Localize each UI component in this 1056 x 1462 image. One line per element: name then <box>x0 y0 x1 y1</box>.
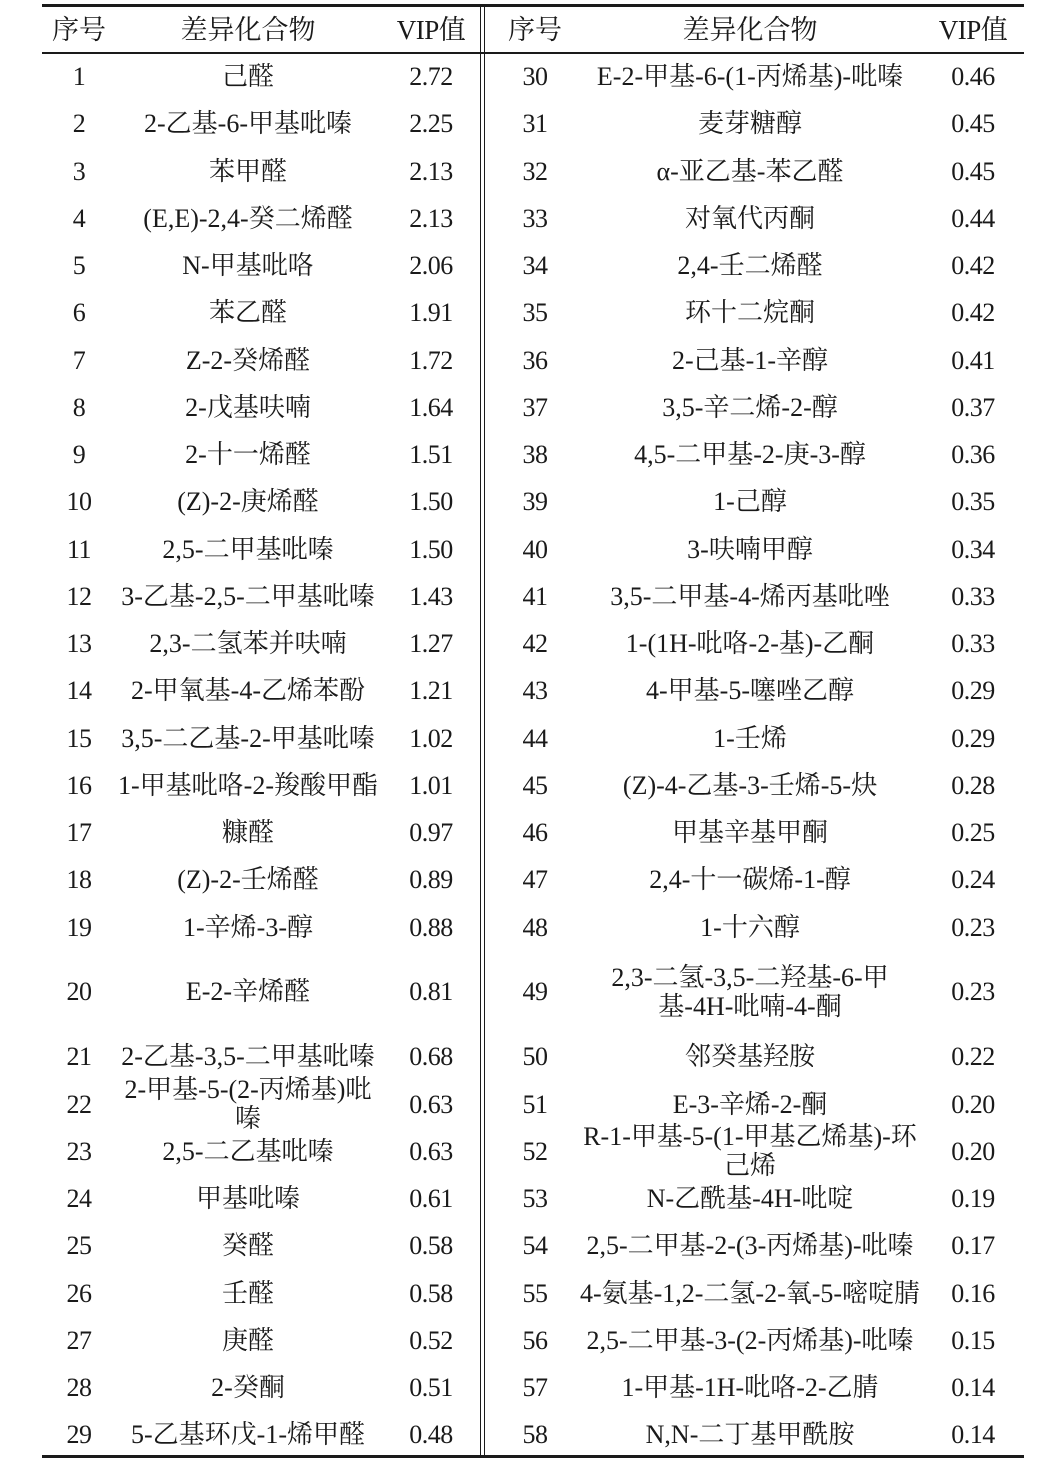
row-number: 33 <box>522 203 548 233</box>
row-number: 42 <box>522 629 548 659</box>
compound-name: 2,4-壬二烯醛 <box>677 251 823 281</box>
vip-value: 0.25 <box>951 818 995 848</box>
table-row <box>492 904 1024 951</box>
table-row <box>492 1175 1024 1222</box>
table-row <box>42 1033 482 1080</box>
row-number: 25 <box>66 1231 92 1261</box>
row-number: 48 <box>522 912 548 942</box>
table-row <box>492 809 1024 856</box>
compound-name: N-甲基吡咯 <box>182 251 314 281</box>
table-row <box>492 620 1024 667</box>
compound-name: 3-呋喃甲醇 <box>687 534 813 564</box>
vip-value: 0.23 <box>951 912 995 942</box>
row-number: 18 <box>66 865 92 895</box>
row-number: 37 <box>522 392 548 422</box>
compound-name: 1-十六醇 <box>700 912 800 942</box>
compound-name: 2,3-二氢苯并呋喃 <box>149 629 347 659</box>
table-row <box>492 100 1024 147</box>
row-number: 24 <box>66 1184 92 1214</box>
compound-name: 4-氨基-1,2-二氢-2-氧-5-嘧啶腈 <box>579 1278 921 1308</box>
vip-value: 0.48 <box>409 1420 453 1450</box>
table-row <box>42 53 482 100</box>
row-number: 15 <box>66 723 92 753</box>
row-number: 56 <box>522 1325 548 1355</box>
table-row <box>42 1075 482 1134</box>
row-number: 27 <box>66 1325 92 1355</box>
row-number: 2 <box>72 109 86 139</box>
row-number: 45 <box>522 770 548 800</box>
table-row <box>42 242 482 289</box>
table-row <box>492 431 1024 478</box>
table-row <box>42 526 482 573</box>
compound-name: 癸醛 <box>221 1231 274 1261</box>
row-number: 30 <box>522 62 548 92</box>
row-number: 57 <box>522 1373 548 1403</box>
compound-name: R-1-甲基-5-(1-甲基乙烯基)-环己烯 <box>583 1122 917 1181</box>
compound-name: 1-甲基-1H-吡咯-2-乙腈 <box>621 1373 879 1403</box>
row-number: 36 <box>522 345 548 375</box>
vip-value: 0.15 <box>951 1325 995 1355</box>
compound-name: (E,E)-2,4-癸二烯醛 <box>143 203 353 233</box>
table-row <box>492 384 1024 431</box>
table-row <box>492 1122 1024 1181</box>
table-row <box>492 1411 1024 1458</box>
compound-name: 2-己基-1-辛醇 <box>672 345 828 375</box>
vip-value: 0.19 <box>951 1184 995 1214</box>
row-number: 26 <box>66 1278 92 1308</box>
compound-name: 4,5-二甲基-2-庚-3-醇 <box>634 440 866 470</box>
vip-value: 1.72 <box>409 345 453 375</box>
row-number: 38 <box>522 440 548 470</box>
compound-name: 2-十一烯醛 <box>185 440 311 470</box>
table-row <box>492 289 1024 336</box>
compound-name: 3,5-二甲基-4-烯丙基吡唑 <box>610 581 890 611</box>
table-row <box>42 1270 482 1317</box>
compound-name: E-3-辛烯-2-酮 <box>672 1089 828 1119</box>
compound-name: 己醛 <box>221 62 274 92</box>
header-no: 序号 <box>52 14 106 45</box>
vip-value: 0.24 <box>951 865 995 895</box>
compound-name: 对氧代丙酮 <box>684 203 815 233</box>
row-number: 44 <box>522 723 548 753</box>
vip-value: 0.51 <box>409 1373 453 1403</box>
row-number: 47 <box>522 865 548 895</box>
vip-value: 0.16 <box>951 1278 995 1308</box>
compound-name: Z-2-癸烯醛 <box>185 345 311 375</box>
table-top-rule <box>42 4 1024 7</box>
table-row <box>42 478 482 525</box>
vip-value: 0.41 <box>951 345 995 375</box>
row-number: 40 <box>522 534 548 564</box>
table-row <box>492 1033 1024 1080</box>
vip-value: 1.43 <box>409 581 453 611</box>
row-number: 14 <box>66 676 92 706</box>
table-row <box>42 1128 482 1175</box>
compound-name: 壬醛 <box>221 1278 274 1308</box>
header-compound: 差异化合物 <box>180 14 316 45</box>
table-header-left <box>42 8 482 52</box>
table-row <box>42 1364 482 1411</box>
compound-name: 1-壬烯 <box>713 723 787 753</box>
table-row <box>492 1317 1024 1364</box>
row-number: 1 <box>72 62 86 92</box>
compound-name: 2-癸酮 <box>211 1373 285 1403</box>
table-row <box>492 573 1024 620</box>
compound-name: 甲基吡嗪 <box>195 1184 300 1214</box>
table-row <box>42 289 482 336</box>
compound-name: 1-(1H-吡咯-2-基)-乙酮 <box>625 629 875 659</box>
vip-value: 0.52 <box>409 1325 453 1355</box>
row-number: 32 <box>522 156 548 186</box>
row-number: 46 <box>522 818 548 848</box>
header-compound: 差异化合物 <box>682 14 818 45</box>
vip-value: 0.58 <box>409 1278 453 1308</box>
table-row <box>42 762 482 809</box>
compound-name: 3,5-二乙基-2-甲基吡嗪 <box>121 723 375 753</box>
row-number: 50 <box>522 1042 548 1072</box>
row-number: 43 <box>522 676 548 706</box>
vip-value: 0.68 <box>409 1042 453 1072</box>
table-row <box>42 856 482 903</box>
compound-name: 2,4-十一碳烯-1-醇 <box>649 865 851 895</box>
table-row <box>492 242 1024 289</box>
vip-value: 2.13 <box>409 203 453 233</box>
vip-value: 0.89 <box>409 865 453 895</box>
row-number: 53 <box>522 1184 548 1214</box>
table-row <box>42 384 482 431</box>
table-row <box>42 809 482 856</box>
compound-name: E-2-甲基-6-(1-丙烯基)-吡嗪 <box>596 62 904 92</box>
vip-value: 1.50 <box>409 534 453 564</box>
row-number: 11 <box>66 534 92 564</box>
table-body-right <box>492 53 1024 1459</box>
vip-value: 1.50 <box>409 487 453 517</box>
vip-value: 2.13 <box>409 156 453 186</box>
table-row <box>492 762 1024 809</box>
compound-name: 3-乙基-2,5-二甲基吡嗪 <box>121 581 375 611</box>
vip-value: 0.23 <box>951 977 995 1007</box>
row-number: 39 <box>522 487 548 517</box>
header-vip: VIP值 <box>938 14 1008 45</box>
vip-value: 0.45 <box>951 156 995 186</box>
table-row <box>42 573 482 620</box>
vip-value: 1.27 <box>409 629 453 659</box>
compound-name: (Z)-2-庚烯醛 <box>177 487 319 517</box>
compound-name: 麦芽糖醇 <box>697 109 802 139</box>
compound-name: N-乙酰基-4H-吡啶 <box>646 1184 854 1214</box>
compound-name: 2-乙基-3,5-二甲基吡嗪 <box>121 1042 375 1072</box>
vip-value: 0.22 <box>951 1042 995 1072</box>
table-row <box>42 1175 482 1222</box>
vip-value: 0.34 <box>951 534 995 564</box>
table-row <box>492 478 1024 525</box>
vip-value: 0.36 <box>951 440 995 470</box>
table-row <box>492 951 1024 1034</box>
row-number: 35 <box>522 298 548 328</box>
header-no: 序号 <box>508 14 562 45</box>
row-number: 19 <box>66 912 92 942</box>
table-row <box>492 667 1024 714</box>
compound-name: 2-乙基-6-甲基吡嗪 <box>144 109 352 139</box>
row-number: 17 <box>66 818 92 848</box>
vip-value: 1.01 <box>409 770 453 800</box>
vip-value: 0.29 <box>951 676 995 706</box>
vip-value: 1.51 <box>409 440 453 470</box>
vip-value: 0.46 <box>951 62 995 92</box>
table-row <box>42 431 482 478</box>
row-number: 54 <box>522 1231 548 1261</box>
row-number: 9 <box>72 440 86 470</box>
header-vip: VIP值 <box>396 14 466 45</box>
row-number: 52 <box>522 1136 548 1166</box>
compound-name: 1-辛烯-3-醇 <box>183 912 313 942</box>
row-number: 51 <box>522 1089 548 1119</box>
row-number: 34 <box>522 251 548 281</box>
compound-name: 苯乙醛 <box>208 298 287 328</box>
table-row <box>492 1222 1024 1269</box>
vip-value: 0.42 <box>951 251 995 281</box>
compound-name: 2,5-二甲基-3-(2-丙烯基)-吡嗪 <box>586 1325 914 1355</box>
compound-name: 1-己醇 <box>713 487 787 517</box>
table-row <box>492 715 1024 762</box>
table-row <box>42 148 482 195</box>
vip-value: 0.37 <box>951 392 995 422</box>
compound-name: 2,3-二氢-3,5-二羟基-6-甲基-4H-吡喃-4-酮 <box>611 962 889 1021</box>
table-row <box>42 1317 482 1364</box>
row-number: 4 <box>72 203 86 233</box>
row-number: 22 <box>66 1089 92 1119</box>
compound-name: (Z)-4-乙基-3-壬烯-5-炔 <box>622 770 878 800</box>
vip-value: 0.45 <box>951 109 995 139</box>
vip-value: 2.25 <box>409 109 453 139</box>
compound-name: 糠醛 <box>221 818 274 848</box>
compound-name: 5-乙基环戊-1-烯甲醛 <box>131 1420 365 1450</box>
row-number: 55 <box>522 1278 548 1308</box>
vip-value: 1.64 <box>409 392 453 422</box>
vip-value: 0.20 <box>951 1089 995 1119</box>
compound-name: 邻癸基羟胺 <box>684 1042 815 1072</box>
table-row <box>492 195 1024 242</box>
table-row <box>42 951 482 1034</box>
vip-value: 0.44 <box>951 203 995 233</box>
row-number: 23 <box>66 1136 92 1166</box>
row-number: 8 <box>72 392 86 422</box>
row-number: 29 <box>66 1420 92 1450</box>
table-row <box>42 620 482 667</box>
row-number: 31 <box>522 109 548 139</box>
vip-value: 0.63 <box>409 1089 453 1119</box>
row-number: 13 <box>66 629 92 659</box>
compound-name: 2,5-二乙基吡嗪 <box>162 1136 334 1166</box>
compound-name: N,N-二丁基甲酰胺 <box>645 1420 855 1450</box>
compound-name: 苯甲醛 <box>208 156 287 186</box>
table-row <box>492 1364 1024 1411</box>
compound-name: 2,5-二甲基吡嗪 <box>162 534 334 564</box>
vip-value: 0.28 <box>951 770 995 800</box>
vip-value: 0.97 <box>409 818 453 848</box>
row-number: 20 <box>66 977 92 1007</box>
compound-name: 2-甲基-5-(2-丙烯基)吡嗪 <box>124 1075 372 1134</box>
vip-value: 0.88 <box>409 912 453 942</box>
vip-value: 0.61 <box>409 1184 453 1214</box>
table-row <box>42 337 482 384</box>
table-row <box>492 856 1024 903</box>
table-row <box>492 337 1024 384</box>
vip-value: 0.42 <box>951 298 995 328</box>
vip-value: 0.14 <box>951 1373 995 1403</box>
vip-value: 0.35 <box>951 487 995 517</box>
row-number: 5 <box>72 251 86 281</box>
table-row <box>42 1411 482 1458</box>
table-row <box>42 904 482 951</box>
compound-name: 甲基辛基甲酮 <box>671 818 828 848</box>
table-row <box>42 667 482 714</box>
vip-value: 0.17 <box>951 1231 995 1261</box>
vip-value: 0.14 <box>951 1420 995 1450</box>
table-header-right <box>492 8 1024 52</box>
compound-name: 2,5-二甲基-2-(3-丙烯基)-吡嗪 <box>586 1231 914 1261</box>
vip-value: 0.81 <box>409 977 453 1007</box>
compound-name: 2-甲氧基-4-乙烯苯酚 <box>131 676 365 706</box>
table-row <box>42 100 482 147</box>
table-row <box>492 526 1024 573</box>
vip-value: 0.33 <box>951 581 995 611</box>
vip-value: 1.02 <box>409 723 453 753</box>
row-number: 21 <box>66 1042 92 1072</box>
table-row <box>42 1222 482 1269</box>
row-number: 41 <box>522 581 548 611</box>
vip-value: 0.63 <box>409 1136 453 1166</box>
row-number: 49 <box>522 977 548 1007</box>
table-body-left <box>42 53 482 1459</box>
row-number: 7 <box>72 345 86 375</box>
compound-name: (Z)-2-壬烯醛 <box>177 865 319 895</box>
table-row <box>42 715 482 762</box>
vip-value: 0.20 <box>951 1136 995 1166</box>
row-number: 28 <box>66 1373 92 1403</box>
vip-value: 0.33 <box>951 629 995 659</box>
vip-value: 0.29 <box>951 723 995 753</box>
compound-name: 1-甲基吡咯-2-羧酸甲酯 <box>118 770 378 800</box>
row-number: 58 <box>522 1420 548 1450</box>
row-number: 16 <box>66 770 92 800</box>
table-row <box>492 148 1024 195</box>
table-row <box>492 1270 1024 1317</box>
table-row <box>42 195 482 242</box>
compound-name: 3,5-辛二烯-2-醇 <box>662 392 838 422</box>
vip-value: 1.21 <box>409 676 453 706</box>
vip-value: 0.58 <box>409 1231 453 1261</box>
vip-value: 1.91 <box>409 298 453 328</box>
row-number: 12 <box>66 581 92 611</box>
row-number: 10 <box>66 487 92 517</box>
compound-name: 2-戊基呋喃 <box>185 392 311 422</box>
table-row <box>492 1081 1024 1128</box>
row-number: 3 <box>72 156 86 186</box>
compound-name: E-2-辛烯醛 <box>185 977 311 1007</box>
row-number: 6 <box>72 298 86 328</box>
compound-name: 庚醛 <box>221 1325 274 1355</box>
vip-value: 2.06 <box>409 251 453 281</box>
vip-value: 2.72 <box>409 62 453 92</box>
compound-name: 4-甲基-5-噻唑乙醇 <box>646 676 854 706</box>
compound-name: 环十二烷酮 <box>684 298 815 328</box>
table-row <box>492 53 1024 100</box>
compound-name: α-亚乙基-苯乙醛 <box>656 156 844 186</box>
